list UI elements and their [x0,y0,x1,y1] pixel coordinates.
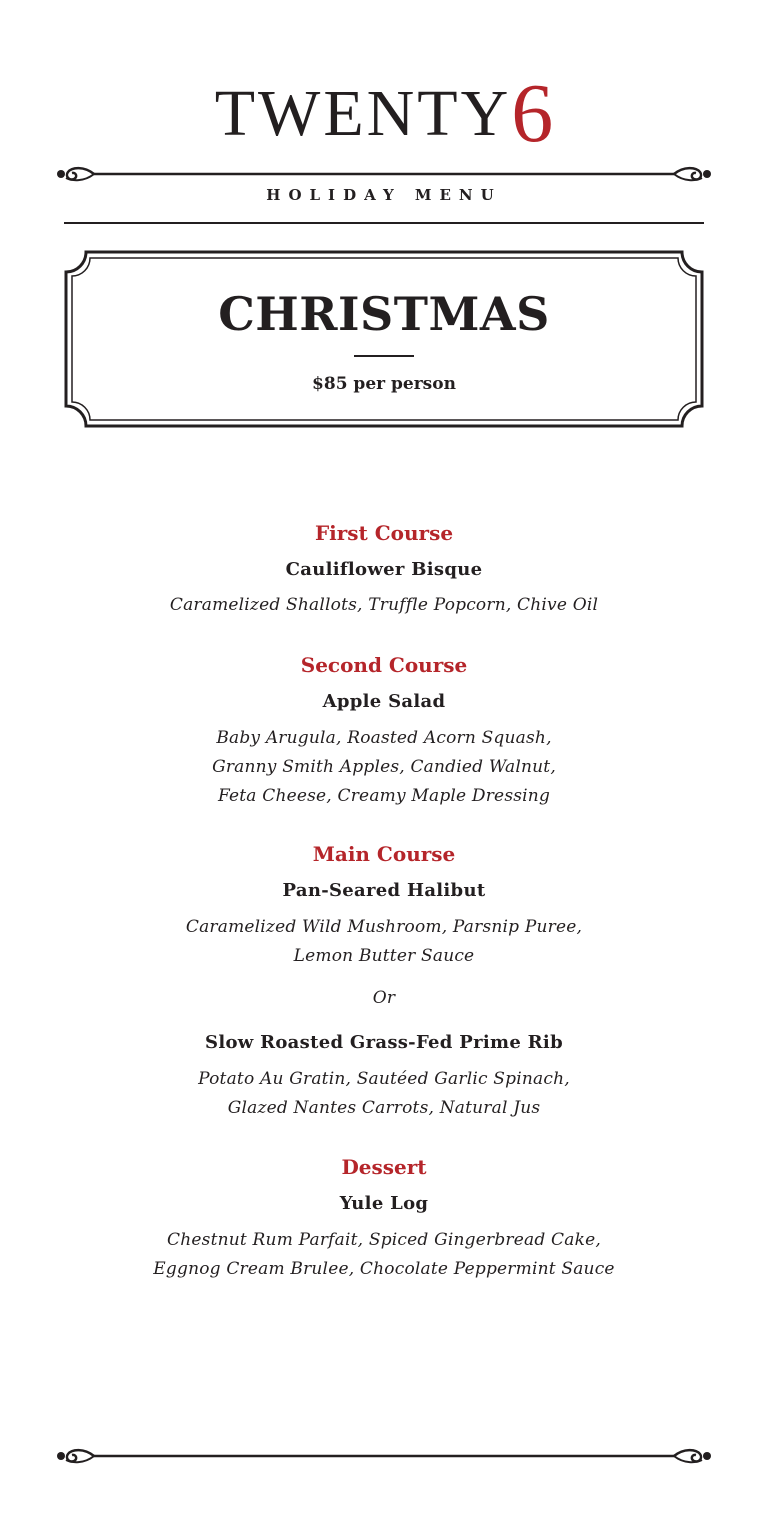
second-course-description-line: Feta Cheese, Creamy Maple Dressing [217,786,551,806]
main-course-option-1-description-line: Caramelized Wild Mushroom, Parsnip Puree, [185,917,583,937]
second-course-dish: Apple Salad [322,691,446,712]
dessert-dish: Yule Log [339,1193,429,1214]
main-course-option-2-description-line: Glazed Nantes Carrots, Natural Jus [227,1098,541,1118]
first-course-dish: Cauliflower Bisque [285,559,483,580]
left-scroll-ornament [57,168,94,180]
menu-subtitle: HOLIDAY MENU [266,186,502,204]
main-course-heading: Main Course [312,842,456,866]
right-scroll-ornament [674,168,711,180]
dessert-description-line: Chestnut Rum Parfait, Spiced Gingerbread Cake, [167,1230,601,1250]
header-rule [64,222,704,224]
menu-title: CHRISTMAS [218,287,550,341]
left-scroll-ornament [57,1450,94,1462]
bottom-flourish-divider [54,1446,714,1468]
first-course-description: Caramelized Shallots, Truffle Popcorn, Chive Oil [169,595,599,615]
logo-number: 6 [511,67,554,160]
restaurant-logo [0,67,768,160]
main-course-option-2-dish: Slow Roasted Grass-Fed Prime Rib [205,1032,563,1053]
dessert-description-line: Eggnog Cream Brulee, Chocolate Peppermint Sauce [153,1259,615,1279]
main-course-option-2-description-line: Potato Au Gratin, Sautéed Garlic Spinach, [198,1069,570,1089]
first-course-heading: First Course [314,521,454,545]
second-course-description-line: Baby Arugula, Roasted Acorn Squash, [216,728,552,748]
top-flourish-divider [54,164,714,186]
main-course-or-separator: Or [372,988,396,1008]
logo-word: TWENTY [214,77,512,150]
second-course-heading: Second Course [300,653,468,677]
dessert-heading: Dessert [341,1155,427,1179]
right-scroll-ornament [674,1450,711,1462]
price-per-person: $85 per person [312,374,456,394]
second-course-description-line: Granny Smith Apples, Candied Walnut, [212,757,556,777]
title-rule [354,355,414,357]
main-course-option-1-dish: Pan-Seared Halibut [282,880,486,901]
main-course-option-1-description-line: Lemon Butter Sauce [293,946,475,966]
